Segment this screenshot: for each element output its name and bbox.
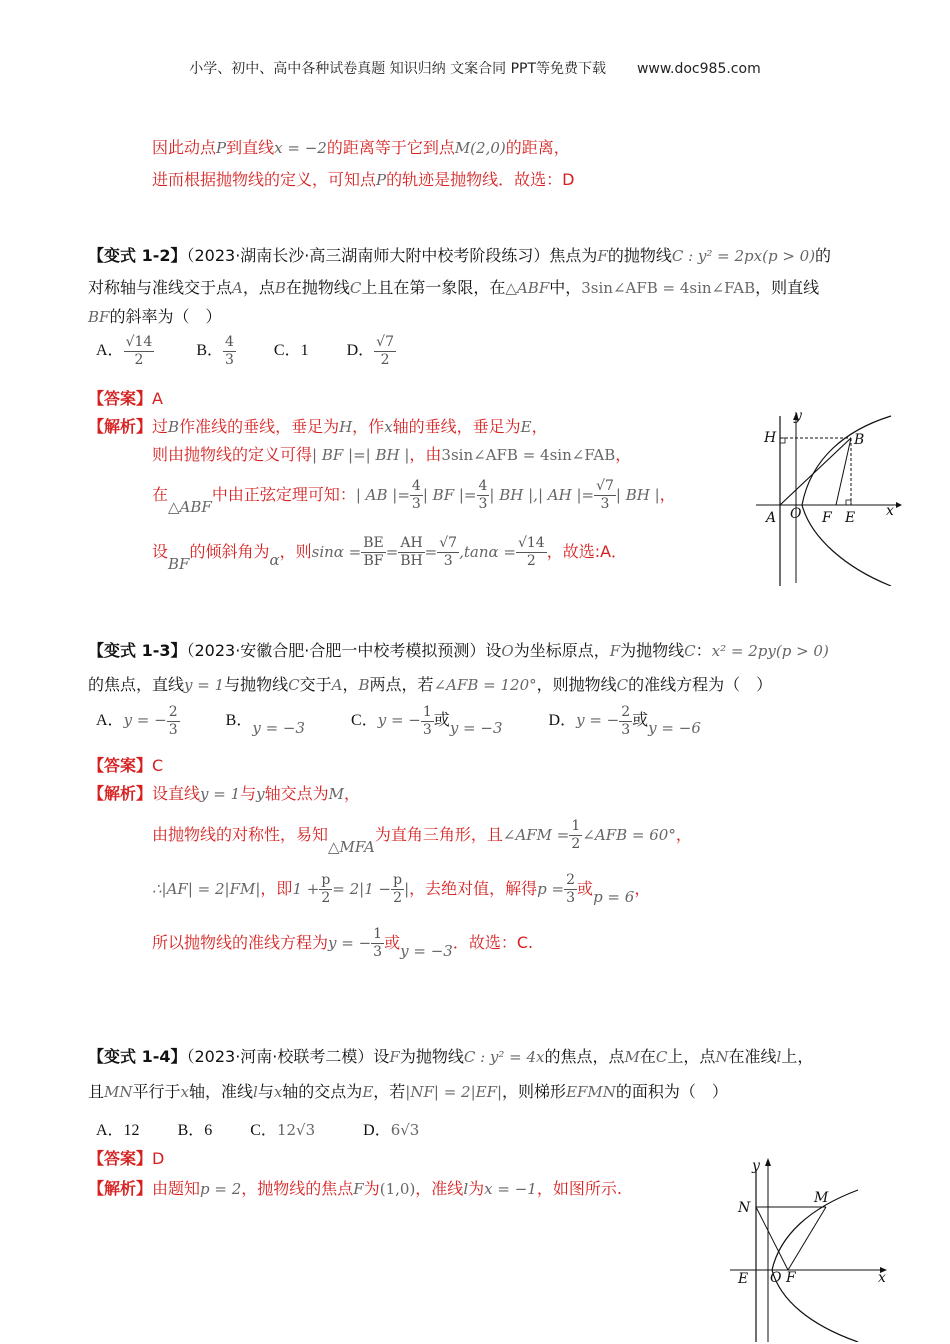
fig1-right-angle-e — [846, 500, 851, 505]
fig2-label-n: N — [738, 1200, 751, 1216]
q13-option-a: A．y = − $\frac{2}{3}$ — [96, 704, 178, 738]
q14-answer: 【答案】D — [88, 1149, 165, 1168]
fig2-label-f: F — [786, 1270, 796, 1286]
fig1-label-o: O — [790, 506, 802, 522]
fig2-line-nf — [756, 1207, 788, 1270]
q13-solution-line-2: 由抛物线的对称性，易知△MFA为直角三角形，且∠AFM = $\frac{1}{2}$ ∠AFB = 60°， — [152, 818, 692, 856]
figure-parabola-2 — [730, 1150, 900, 1342]
fig1-label-f: F — [822, 510, 832, 526]
q14-option-a: A．12 — [96, 1122, 140, 1139]
q12-line-2: 对称轴与准线交于点A，点B在抛物线C上且在第一象限，在△ABF中，3sin∠AFB = 4sin∠FAB，则直线 — [88, 278, 820, 297]
q13-option-d: D．y = − $\frac{2}{3}$ 或y = −6 — [548, 704, 701, 738]
fig1-label-e: E — [845, 510, 856, 526]
q13-solution-line-1: 【解析】设直线y = 1与y轴交点为M， — [88, 784, 361, 803]
q13-solution-line-3: ∴|AF| = 2|FM|，即1 + $\frac{p}{2}$ = 2|1 − $\frac{p}{2}$ |，去绝对值，解得p = $\frac{2}{3}$ 或p = 6， — [152, 872, 651, 906]
q13-options — [96, 704, 701, 739]
fig2-label-x: x — [878, 1270, 886, 1286]
q14-line-2: 且MN平行于x轴，准线l与x轴的交点为E，若|NF| = 2|EF|，则梯形EFMN的面积为（ ） — [88, 1082, 728, 1101]
q13-solution-line-4: 所以抛物线的准线方程为y = − $\frac{1}{3}$ 或y = −3．故选：C. — [152, 926, 534, 960]
q12-line-3: BF的斜率为（ ） — [88, 307, 222, 326]
q12-option-a: A． $\frac{√14}{2}$ — [96, 334, 153, 368]
q12-line-1: 【变式 1-2】（2023·湖南长沙·高三湖南师大附中校考阶段练习）焦点为F的抛物线C : y² = 2px(p > 0)的 — [88, 246, 832, 265]
q13-line-2: 的焦点，直线y = 1与抛物线C交于A，B两点，若∠AFB = 120°，则抛物线C的准线方程为（ ） — [88, 675, 773, 694]
q12-option-b: B． $\frac{4}{3}$ — [196, 334, 234, 368]
q12-solution-line-1: 【解析】过B作准线的垂线，垂足为H，作x轴的垂线，垂足为E， — [88, 417, 548, 436]
fig2-label-o: O — [770, 1270, 782, 1286]
q12-solution-line-2: 则由抛物线的定义可得| BF |=| BH |，由3sin∠AFB = 4sin∠FAB， — [152, 445, 632, 464]
q13-answer: 【答案】C — [88, 756, 164, 775]
q13-line-1: 【变式 1-3】（2023·安徽合肥·合肥一中校考模拟预测）设O为坐标原点，F为抛物线C：x² = 2py(p > 0) — [88, 641, 829, 660]
fig1-label-y: y — [794, 408, 802, 424]
q14-line-1: 【变式 1-4】（2023·河南·校联考二模）设F为抛物线C : y² = 4x的焦点，点M在C上，点N在准线l上， — [88, 1047, 814, 1066]
fig1-label-h: H — [764, 430, 777, 446]
q14-options — [96, 1117, 419, 1140]
q13-option-b: B．y = −3 — [225, 712, 306, 738]
q13-option-c: C．y = − $\frac{1}{3}$ 或y = −3 — [351, 704, 503, 738]
fig2-label-m: M — [814, 1190, 829, 1206]
q12-options — [96, 334, 396, 369]
fig2-line-fm — [788, 1207, 826, 1270]
fig1-label-a: A — [766, 510, 777, 526]
fig1-label-b: B — [854, 432, 865, 448]
header-site[interactable]: www.doc985.com — [636, 61, 761, 77]
q12-option-d: D． $\frac{√7}{2}$ — [346, 334, 394, 368]
q14-option-c: C．12√3 — [250, 1121, 316, 1139]
fig1-right-angle-h — [780, 438, 785, 443]
q12-answer: 【答案】A — [88, 389, 163, 408]
fig1-label-x: x — [886, 503, 894, 519]
figure-parabola-1 — [756, 408, 906, 586]
q12-solution-line-3: 在△ABF中由正弦定理可知：| AB |= $\frac{4}{3}$ | BF |= $\frac{4}{3}$ | BH |,| AH |= $\frac{√7}{3}$ | BH |， — [152, 478, 676, 516]
fig1-line-ab — [780, 438, 851, 505]
page-header — [0, 58, 950, 78]
fig2-parabola — [772, 1190, 858, 1342]
q12-solution-line-4: 设BF的倾斜角为α，则sinα = $\frac{BE}{BF}$ = $\frac{AH}{BH}$ = $\frac{√7}{3}$ ,tanα = $\frac{√14}{2}$ ，故选:A． — [152, 535, 628, 573]
fig2-label-e: E — [738, 1271, 749, 1287]
intro-line-1: 因此动点P到直线x = −2的距离等于它到点M(2,0)的距离， — [152, 138, 570, 157]
q14-option-b: B．6 — [177, 1122, 213, 1139]
q14-option-d: D．6√3 — [363, 1121, 420, 1139]
q14-solution-line-1: 【解析】由题知p = 2，抛物线的焦点F为(1,0)，准线l为x = −1，如图所示. — [88, 1179, 622, 1198]
intro-line-2: 进而根据抛物线的定义，可知点P的轨迹是抛物线．故选：D — [152, 170, 575, 189]
fig1-line-bf — [836, 438, 851, 505]
header-text: 小学、初中、高中各种试卷真题 知识归纳 文案合同 PPT等免费下载 — [189, 61, 607, 77]
q12-option-c: C．1 — [273, 342, 309, 360]
fig2-label-y: y — [752, 1158, 760, 1174]
fig1-x-arrow — [896, 502, 902, 508]
fig2-y-arrow — [765, 1158, 771, 1166]
